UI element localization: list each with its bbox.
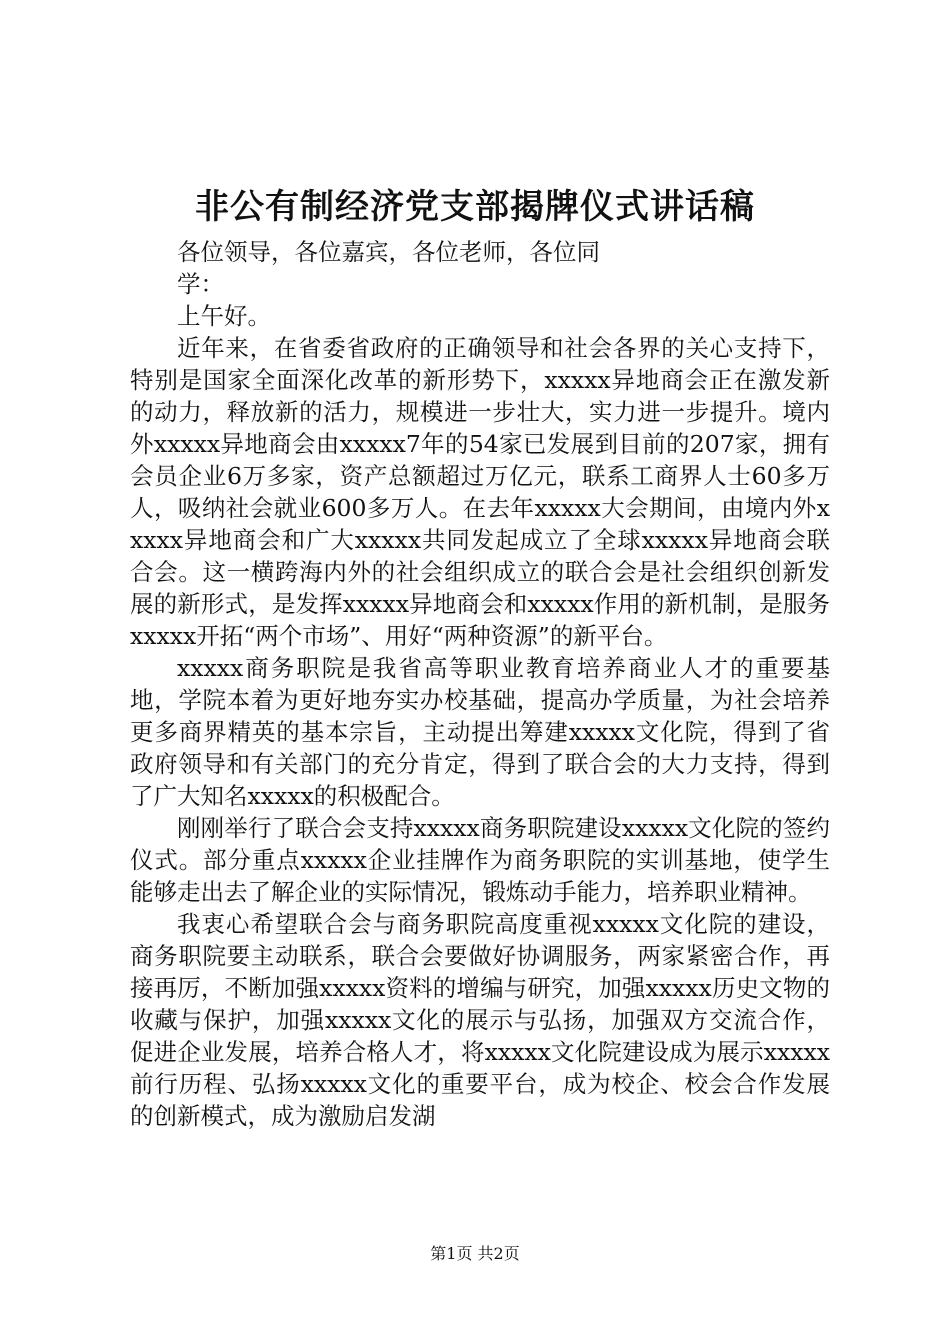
paragraph-4: 我衷心希望联合会与商务职院高度重视xxxxx文化院的建设，商务职院要主动联系，联合会要做好协调服务，两家紧密合作，再接再厉，不断加强xxxxx资料的增编与研究，加强xxxxx历史文物的收藏与保护，加强xxxxx文化的展示与弘扬，加强双方交流合作，促进企业发展，培养合格人才，将xxxxx文化院建设成为展示xxxxx前行历程、弘扬xxxxx文化的重要平台，成为校企、校会合作发展的创新模式，成为激励启发湖 <box>130 910 830 1130</box>
paragraph-2: xxxxx商务职院是我省高等职业教育培养商业人才的重要基地，学院本着为更好地夯实办校基础，提高办学质量，为社会培养更多商界精英的基本宗旨，主动提出筹建xxxxx文化院，得到了省政府领导和有关部门的充分肯定，得到了联合会的大力支持，得到了广大知名xxxxx的积极配合。 <box>130 654 830 810</box>
salutation: 各位领导，各位嘉宾，各位老师，各位同学： <box>177 238 600 298</box>
document-title: 非公有制经济党支部揭牌仪式讲话稿 <box>195 187 755 227</box>
page-number: 第1页 共2页 <box>430 1244 520 1263</box>
greeting: 上午好。 <box>177 302 271 330</box>
paragraph-1: 近年来，在省委省政府的正确领导和社会各界的关心支持下，特别是国家全面深化改革的新形势下，xxxxx异地商会正在激发新的动力，释放新的活力，规模进一步壮大，实力进一步提升。境内外xxxxx异地商会由xxxxx7年的54家已发展到目前的207家，拥有会员企业6万多家，资产总额超过万亿元，联系工商界人士60多万人，吸纳社会就业600多万人。在去年xxxxx大会期间，由境内外xxxxx异地商会和广大xxxxx共同发起成立了全球xxxxx异地商会联合会。这一横跨海内外的社会组织成立的联合会是社会组织创新发展的新形式，是发挥xxxxx异地商会和xxxxx作用的新机制，是服务xxxxx开拓“两个市场”、用好“两种资源”的新平台。 <box>130 334 830 650</box>
paragraph-3: 刚刚举行了联合会支持xxxxx商务职院建设xxxxx文化院的签约仪式。部分重点xxxxx企业挂牌作为商务职院的实训基地，使学生能够走出去了解企业的实际情况，锻炼动手能力，培养职业精神。 <box>130 814 830 906</box>
document-body <box>130 236 830 1132</box>
